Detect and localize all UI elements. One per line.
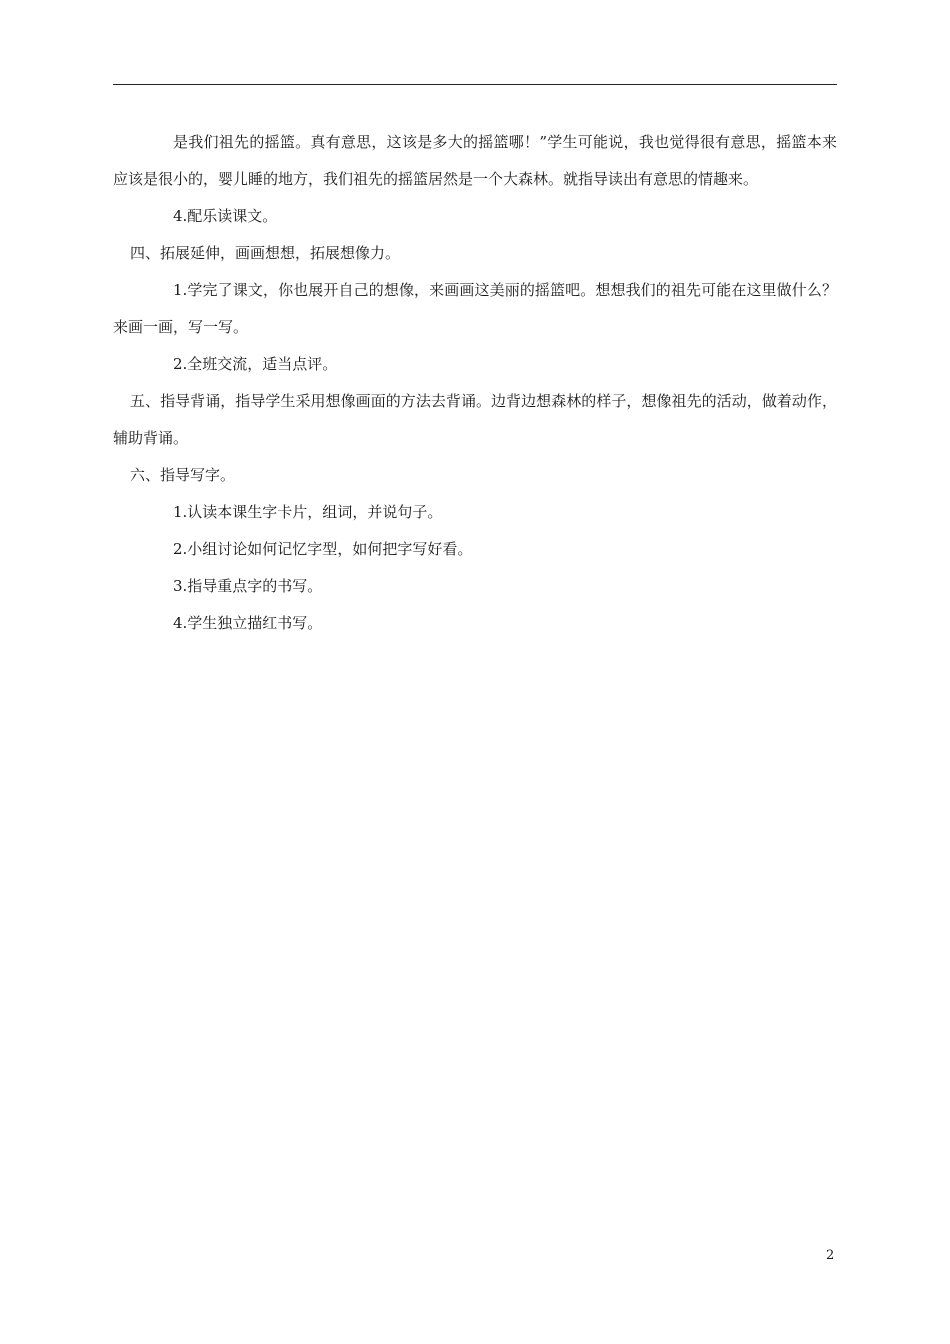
paragraph-continuation: 是我们祖先的摇篮。真有意思，这该是多大的摇篮哪！”学生可能说，我也觉得很有意思，摇篮本来应该是很小的，婴儿睡的地方，我们祖先的摇篮居然是一个大森林。就指导读出有意思的情趣来。: [113, 133, 837, 188]
document-body: [113, 124, 837, 642]
section-heading: 六、指导写字。: [130, 466, 236, 484]
page-number: 2: [826, 1248, 835, 1263]
list-item: 4.配乐读课文。: [173, 207, 278, 225]
list-item: 1.学完了课文，你也展开自己的想像，来画画这美丽的摇篮吧。想想我们的祖先可能在这里做什么？来画一画，写一写。: [113, 281, 837, 336]
list-item: 3.指导重点字的书写。: [173, 577, 323, 595]
list-item: 4.学生独立描红书写。: [173, 614, 323, 632]
header-rule: [113, 84, 837, 85]
list-item: 1.认读本课生字卡片，组词，并说句子。: [173, 503, 443, 521]
list-item: 2.小组讨论如何记忆字型，如何把字写好看。: [173, 540, 473, 558]
section-heading: 五、指导背诵，指导学生采用想像画面的方法去背诵。边背边想森林的样子，想像祖先的活动，做着动作，辅助背诵。: [113, 392, 837, 447]
list-item: 2.全班交流，适当点评。: [173, 355, 338, 373]
section-heading: 四、拓展延伸，画画想想，拓展想像力。: [130, 244, 401, 262]
